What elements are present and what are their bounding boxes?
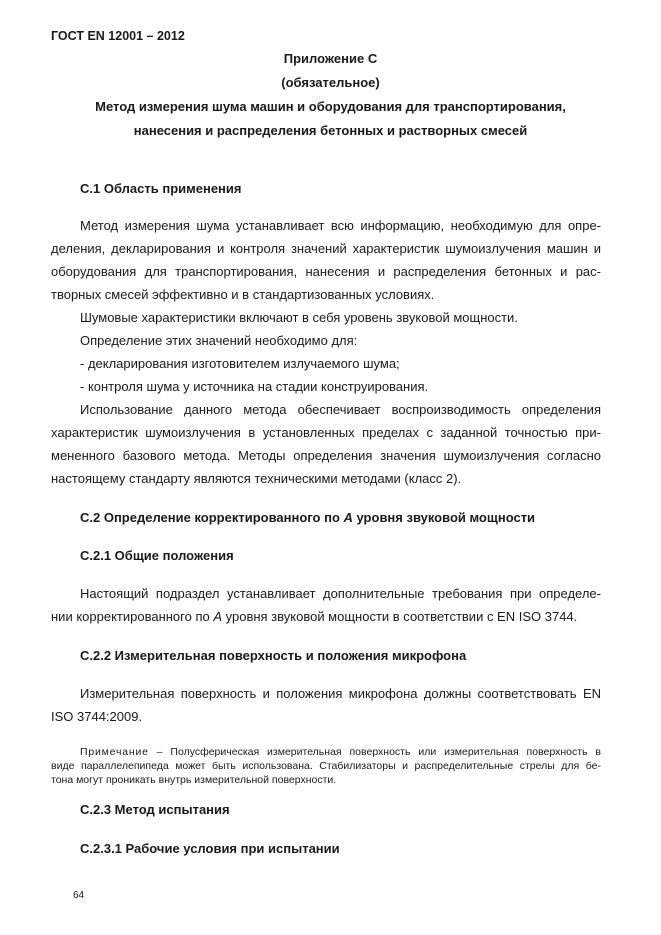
c1-paragraph4-line3: мененного базового метода. Методы определения значения шумоизлучения согласно <box>51 448 601 463</box>
c1-paragraph4-line2: характеристик шумоизлучения в установленных пределах с заданной точностью при- <box>51 425 601 440</box>
note-label: Примечание <box>80 746 149 758</box>
note-line1: Примечание – Полусферическая измерительная поверхность или измерительная поверхность в <box>80 746 601 758</box>
c1-paragraph4-line4: настоящему стандарту являются техническими методами (класс 2). <box>51 471 462 486</box>
c22-paragraph-line2: ISO 3744:2009. <box>51 709 143 724</box>
annex-subtitle-line1: Метод измерения шума машин и оборудования для транспортирования, <box>95 99 566 114</box>
c1-paragraph1-line3: оборудования для транспортирования, нанесения и распределения бетонных и рас- <box>51 264 601 279</box>
c22-paragraph-line1: Измерительная поверхность и положения микрофона должны соответствовать EN <box>80 686 601 701</box>
note-line3: тона могут проникать внутрь измерительной поверхности. <box>51 774 337 786</box>
c1-paragraph3: Определение этих значений необходимо для: <box>80 333 358 348</box>
section-c22-heading: С.2.2 Измерительная поверхность и положения микрофона <box>80 648 467 663</box>
c21-paragraph-line1: Настоящий подраздел устанавливает дополнительные требования при определе- <box>80 586 601 601</box>
c1-paragraph1-line2: деления, декларирования и контроля значений характеристик шумоизлучения машин и <box>51 241 601 256</box>
c1-paragraph4-line1: Использование данного метода обеспечивает воспроизводимость определения <box>80 402 601 417</box>
section-c231-heading: С.2.3.1 Рабочие условия при испытании <box>80 841 340 856</box>
section-c23-heading: С.2.3 Метод испытания <box>80 802 230 817</box>
c1-list-item1: - декларирования изготовителем излучаемого шума; <box>80 356 400 371</box>
section-c2-heading: С.2 Определение корректированного по А уровня звуковой мощности <box>80 510 536 525</box>
section-c21-heading: С.2.1 Общие положения <box>80 548 234 563</box>
annex-subtitle-line2: нанесения и распределения бетонных и растворных смесей <box>133 123 528 138</box>
c1-paragraph1-line4: творных смесей эффективно и в стандартизованных условиях. <box>51 287 435 302</box>
c21-paragraph-line2: нии корректированного по А уровня звуковой мощности в соответствии с EN ISO 3744. <box>51 609 578 624</box>
document-code: ГОСТ EN 12001 – 2012 <box>51 29 185 43</box>
page-number: 64 <box>73 890 85 901</box>
c1-paragraph2: Шумовые характеристики включают в себя уровень звуковой мощности. <box>80 310 518 325</box>
note-line2: виде параллелепипеда может быть использована. Стабилизаторы и распределительные стрелы для бе- <box>51 760 601 772</box>
c1-paragraph1-line1: Метод измерения шума устанавливает всю информацию, необходимую для опре- <box>80 218 601 233</box>
c1-list-item2: - контроля шума у источника на стадии конструирования. <box>80 379 429 394</box>
section-c1-heading: С.1 Область применения <box>80 181 242 196</box>
annex-status: (обязательное) <box>281 75 380 90</box>
annex-title: Приложение C <box>283 51 378 66</box>
